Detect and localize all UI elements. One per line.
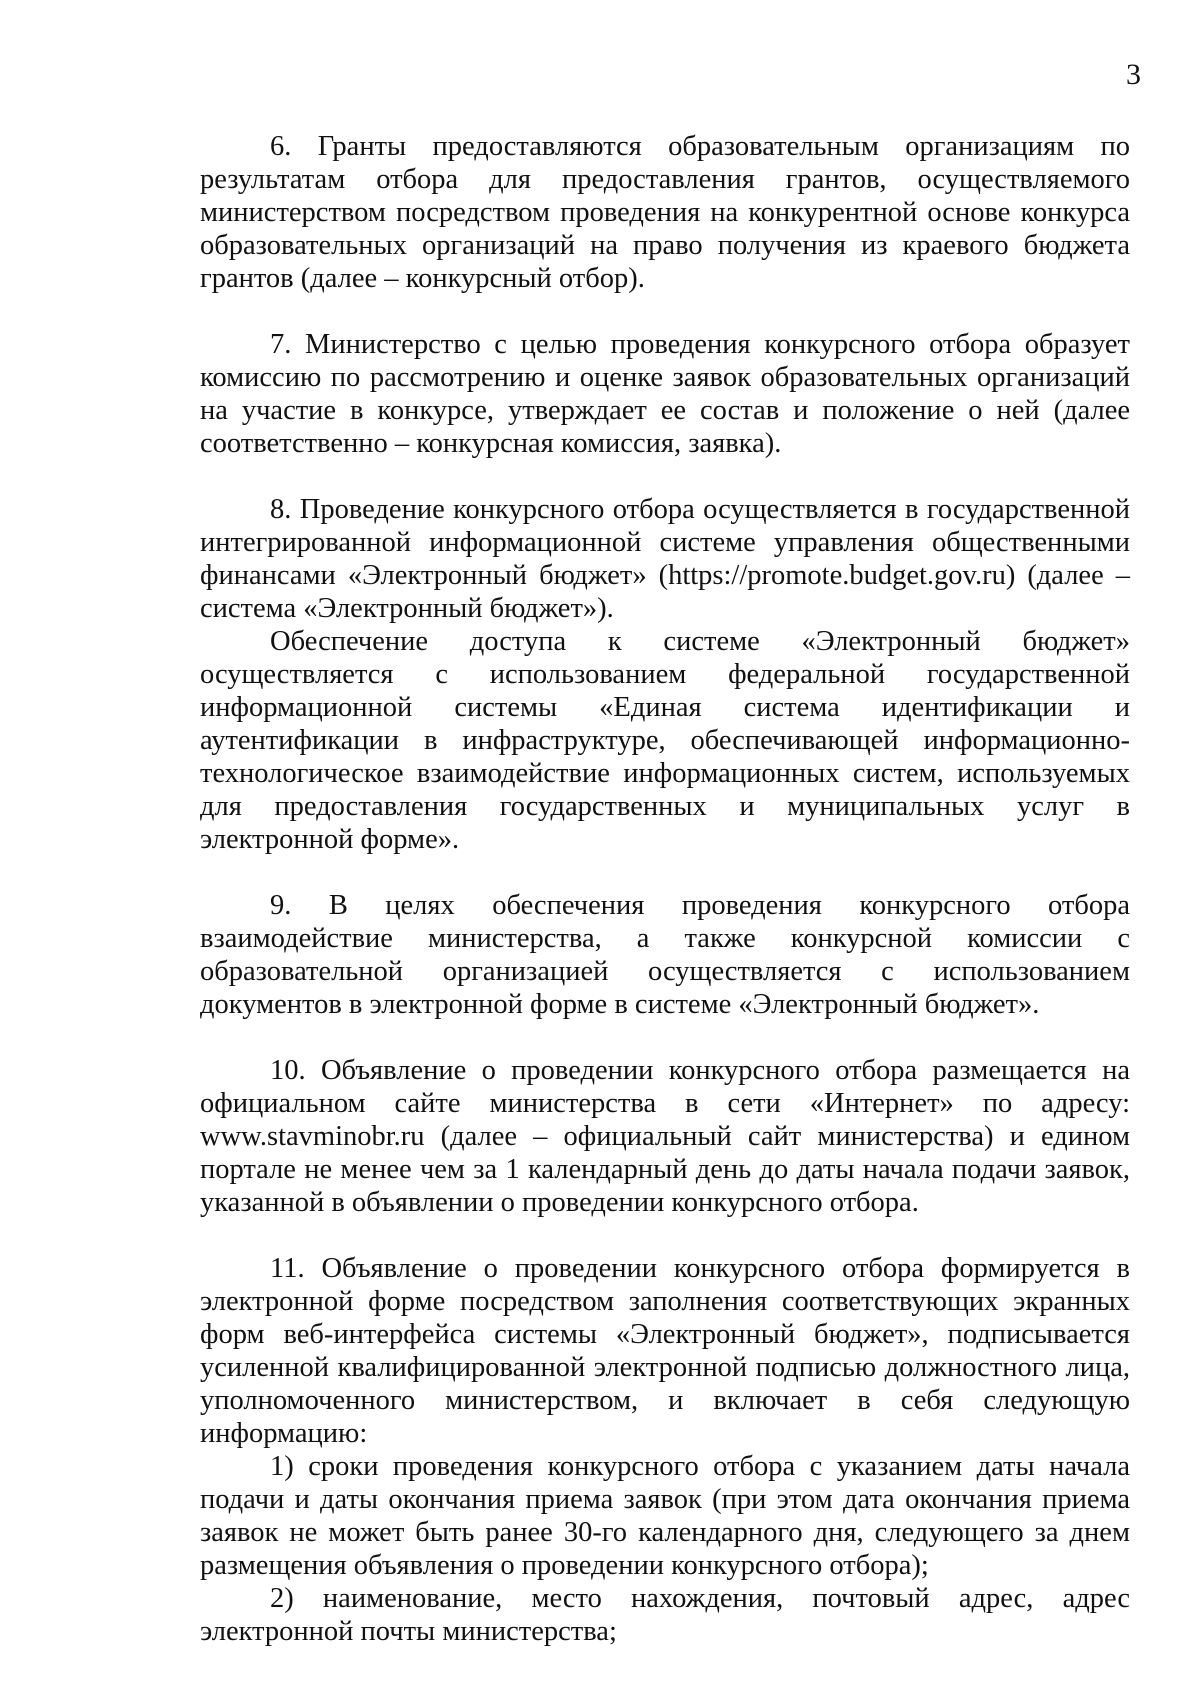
paragraph-10: 10. Объявление о проведении конкурсного отбора размещается на официальном сайте министерства в сети «Интернет» по адресу: www.stavminobr.ru (далее – официальный сайт министерства) и едином портале не менее чем за 1 календарный день до даты начала подачи заявок, указанной в объявлении о проведении конкурсного отбора.: [200, 1055, 1130, 1218]
paragraph-11-item-1: 1) сроки проведения конкурсного отбора с указанием даты начала подачи и даты окончания приема заявок (при этом дата окончания приема заявок не может быть ранее 30-го календарного дня, следующего за днем размещения объявления о проведении конкурсного отбора);: [200, 1451, 1130, 1581]
document-body: [200, 130, 1130, 1648]
page-number: 3: [1126, 58, 1141, 91]
paragraph-8: 8. Проведение конкурсного отбора осуществляется в государственной интегрированной информационной системе управления общественными финансами «Электронный бюджет» (https://promote.budget.gov.ru) (далее – система «Электронный бюджет»).: [200, 494, 1130, 624]
paragraph-9: 9. В целях обеспечения проведения конкурсного отбора взаимодействие министерства, а также конкурсной комиссии с образовательной организацией осуществляется с использованием документов в электронной форме в системе «Электронный бюджет».: [200, 890, 1130, 1020]
paragraph-11-item-2: 2) наименование, место нахождения, почтовый адрес, адрес электронной почты министерства;: [200, 1583, 1130, 1647]
paragraph-7: 7. Министерство с целью проведения конкурсного отбора образует комиссию по рассмотрению и оценке заявок образовательных организаций на участие в конкурсе, утверждает ее состав и положение о ней (далее соответственно – конкурсная комиссия, заявка).: [200, 329, 1130, 459]
paragraph-8-access: Обеспечение доступа к системе «Электронный бюджет» осуществляется с использованием федеральной государственной информационной системы «Единая система идентификации и аутентификации в инфраструктуре, обеспечивающей информационно-технологическое взаимодействие информационных систем, используемых для предоставления государственных и муниципальных услуг в электронной форме».: [200, 626, 1130, 855]
paragraph-6: 6. Гранты предоставляются образовательным организациям по результатам отбора для предоставления грантов, осуществляемого министерством посредством проведения на конкурентной основе конкурса образовательных организаций на право получения из краевого бюджета грантов (далее – конкурсный отбор).: [200, 131, 1130, 294]
paragraph-11: 11. Объявление о проведении конкурсного отбора формируется в электронной форме посредством заполнения соответствующих экранных форм веб-интерфейса системы «Электронный бюджет», подписывается усиленной квалифицированной электронной подписью должностного лица, уполномоченного министерством, и включает в себя следующую информацию:: [200, 1253, 1130, 1449]
